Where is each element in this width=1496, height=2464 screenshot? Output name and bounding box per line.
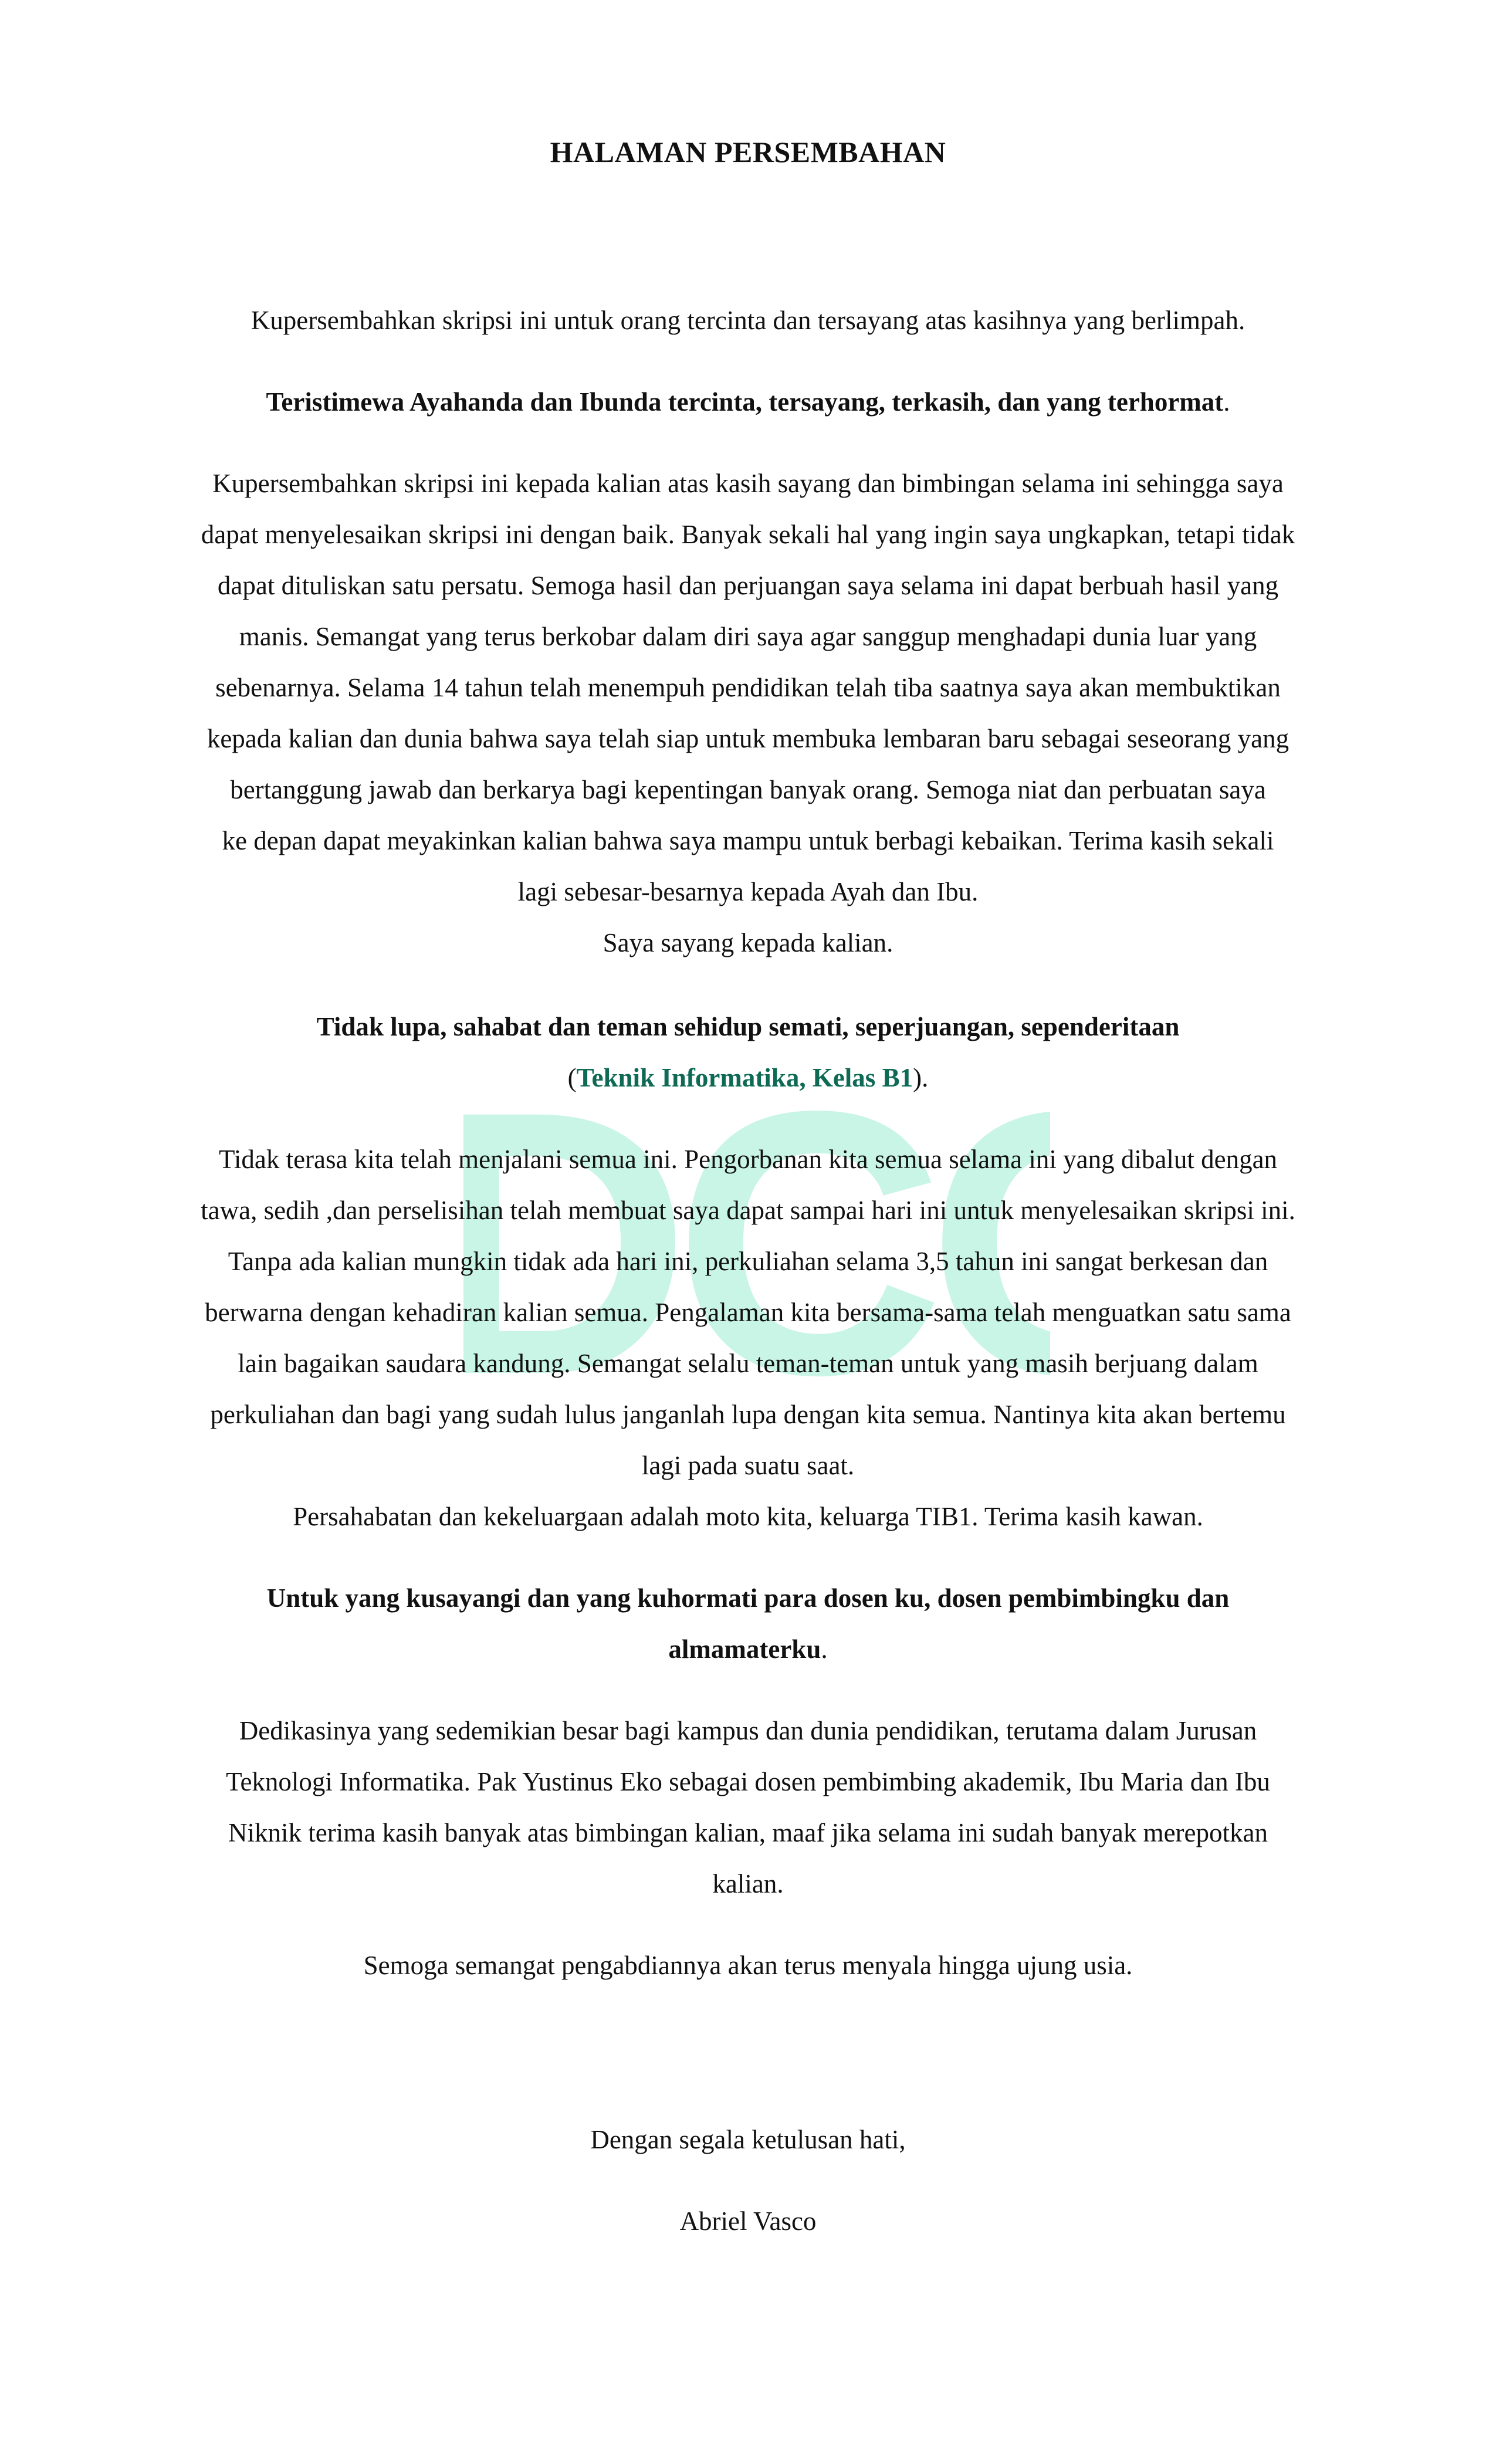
parents-line: sebenarnya. Selama 14 tahun telah menempuh pendidikan telah tiba saatnya saya akan membuktikan (215, 673, 1281, 702)
closing-text: Dengan segala ketulusan hati, (590, 2125, 906, 2154)
friends-line: lain bagaikan saudara kandung. Semangat selalu teman-teman untuk yang masih berjuang dalam (238, 1349, 1258, 1378)
intro-text: Kupersembahkan skripsi ini untuk orang tercinta dan tersayang atas kasihnya yang berlimpah. (251, 306, 1245, 335)
lecturers-heading-end: almamaterku (668, 1634, 821, 1664)
friends-line: Tidak terasa kita telah menjalani semua ini. Pengorbanan kita semua selama ini yang dibalut dengan (218, 1145, 1278, 1174)
page-title: HALAMAN PERSEMBAHAN (550, 136, 946, 168)
lecturers-heading-line: Untuk yang kusayangi dan yang kuhormati para dosen ku, dosen pembimbingku dan (266, 1583, 1230, 1613)
parents-heading-text: Teristimewa Ayahanda dan Ibunda tercinta, tersayang, terkasih, dan yang terhormat (266, 387, 1224, 417)
parents-line: dapat dituliskan satu persatu. Semoga hasil dan perjuangan saya selama ini dapat berbuah hasil yang (217, 571, 1279, 600)
lecturers-heading (135, 1573, 1361, 1675)
friends-heading-line: Tidak lupa, sahabat dan teman sehidup semati, seperjuangan, sependeritaan (316, 1012, 1180, 1041)
lecturers-wish: Semoga semangat pengabdiannya akan terus menyala hingga ujung usia. (363, 1951, 1133, 1980)
signature-name: Abriel Vasco (679, 2206, 817, 2236)
lecturers-paragraph (135, 1705, 1361, 1910)
friends-paragraph (135, 1134, 1361, 1542)
parents-line: Saya sayang kepada kalian. (603, 928, 893, 957)
watermark-text: DC (463, 1044, 927, 1420)
parents-line: Kupersembahkan skripsi ini kepada kalian atas kasih sayang dan bimbingan selama ini sehingga saya (212, 469, 1284, 498)
friends-line: perkuliahan dan bagi yang sudah lulus janganlah lupa dengan kita semua. Nantinya kita akan bertemu (210, 1400, 1286, 1429)
parents-line: bertanggung jawab dan berkarya bagi kepentingan banyak orang. Semoga niat dan perbuatan saya (230, 775, 1266, 804)
friends-line: berwarna dengan kehadiran kalian semua. Pengalaman kita bersama-sama telah menguatkan satu sama (205, 1298, 1291, 1327)
lecturers-heading-line2: almamaterku. (668, 1634, 828, 1664)
parents-line: lagi sebesar-besarnya kepada Ayah dan Ibu. (517, 877, 979, 906)
parents-line: dapat menyelesaikan skripsi ini dengan baik. Banyak sekali hal yang ingin saya ungkapkan, tetapi tidak (201, 520, 1295, 549)
parents-heading: Teristimewa Ayahanda dan Ibunda tercinta, tersayang, terkasih, dan yang terhormat. (266, 387, 1230, 417)
lecturers-line: Teknologi Informatika. Pak Yustinus Eko sebagai dosen pembimbing akademik, Ibu Maria dan Ibu (226, 1767, 1270, 1796)
parents-paragraph (135, 458, 1361, 969)
friends-line: Tanpa ada kalian mungkin tidak ada hari ini, perkuliahan selama 3,5 tahun ini sangat berkesan dan (228, 1247, 1268, 1276)
parents-line: ke depan dapat meyakinkan kalian bahwa saya mampu untuk berbagi kebaikan. Terima kasih sekali (222, 826, 1274, 855)
friends-line: lagi pada suatu saat. (641, 1451, 855, 1480)
friends-heading (135, 1001, 1361, 1104)
lecturers-line: Niknik terima kasih banyak atas bimbingan kalian, maaf jika selama ini sudah banyak merepotkan (228, 1818, 1268, 1847)
friends-line: Persahabatan dan kekeluargaan adalah moto kita, keluarga TIB1. Terima kasih kawan. (293, 1502, 1203, 1531)
lecturers-line: Dedikasinya yang sedemikian besar bagi kampus dan dunia pendidikan, terutama dalam Jurusan (239, 1716, 1257, 1745)
friends-class-name: Teknik Informatika, Kelas B1 (576, 1063, 913, 1092)
friends-line: tawa, sedih ,dan perselisihan telah membuat saya dapat sampai hari ini untuk menyelesaikan skripsi ini. (201, 1196, 1295, 1225)
lecturers-line: kalian. (712, 1869, 784, 1898)
parents-line: manis. Semangat yang terus berkobar dalam diri saya agar sanggup menghadapi dunia luar yang (239, 622, 1257, 651)
parents-line: kepada kalian dan dunia bahwa saya telah siap untuk membuka lembaran baru sebagai seseorang yang (207, 724, 1289, 753)
friends-heading-line2: (Teknik Informatika, Kelas B1). (567, 1063, 929, 1092)
document-body (135, 135, 1361, 2247)
